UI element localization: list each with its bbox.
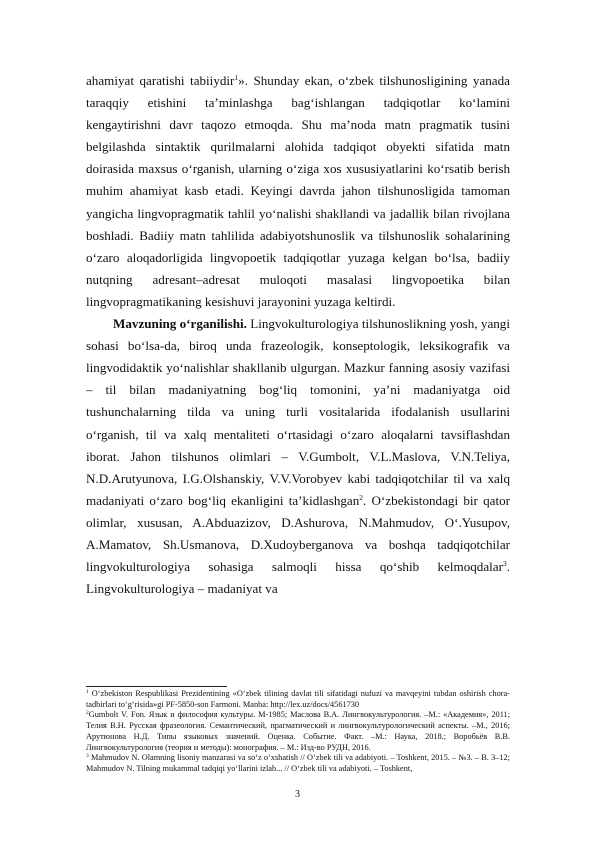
- paragraph-2-text-b: . O‘zbekistondagi bir qator olimlar, xususan, A.Abduazizov, D.Ashurova, N.Mahmudov, O‘.Yusupov, A.Mamatov, Sh.Usmanova, D.Xudoyberganova va boshqa tadqiqotchilar lingvokulturologiya sohasiga salmoqli hissa qo‘shib kelmoqdalar: [86, 492, 510, 575]
- footnote-text: Mahmudov N. Olamning lisoniy manzarasi va so‘z o‘xshatish // O‘zbek tili va adabiyoti. – Toshkent, 2015. – №3. – B. 3–12; Mahmudov N. Tilning mukammal tadqiqi yo‘llarini izlab... // O‘zbek tili va adabiyoti. – Toshkent,: [86, 753, 510, 773]
- footnote-text: Gumbolt V. Fon. Язык и философия культуры. М-1985; Маслова В.А. Лингвокультурология. –М.: «Академия», 2011; Телия В.Н. Русская фразеология. Семантический, прагматический и лингвокультурологический аспекты. –М., 2016; Арутюнова Н.Д. Типы языковых значений. Оценка. Событие. Факт. –М.: Наука, 2018.; Воробьёв В.В. Лингвокультурология (теория и методы): монография. – М.: Изд-во РУДН, 2016.: [86, 710, 510, 752]
- paragraph-1: [86, 70, 510, 313]
- footnote-3: [86, 753, 510, 774]
- footnote-2: [86, 710, 510, 753]
- paragraph-1-text-a: ahamiyat qaratishi tabiiydir: [86, 73, 235, 88]
- footnote-ref-1[interactable]: 1: [234, 73, 239, 82]
- body-text: [86, 70, 510, 600]
- paragraph-2: [86, 313, 510, 600]
- footnote-ref-3[interactable]: 3: [502, 559, 507, 569]
- paragraph-1-text-b: ». Shunday ekan, o‘zbek tilshunosligining yanada taraqqiy etishini ta’minlashga bag‘ishlangan tadqiqotlar ko‘lamini kengaytirishni davr taqozo etmoqda. Shu ma’noda matn pragmatik tusini belgilashda sintaktik qurilmalarni alohida tadqiqot obyekti sifatida matn doirasida maxsus o‘rganish, ularning o‘ziga xos xususiyatlarini ko‘rsatib berish muhim ahamiyat kasb etadi. Keyingi davrda jahon tilshunosligida tamoman yangicha lingvopragmatik tahlil yo‘nalishi shakllandi va jadallik bilan rivojlana boshladi. Badiiy matn tahlilida adabiyotshunoslik va tilshunoslik sohalarining o‘zaro aloqadorligida lingvopoetik tadqiqotlar yuzaga kelgan bo‘lsa, badiiy nutqning adresant–adresat muloqoti masalasi lingvopoetika bilan lingvopragmatikaning kesishuvi jarayonini yuzaga keltirdi.: [86, 73, 510, 309]
- footnote-mark: 3: [86, 753, 89, 760]
- footnote-mark: 1: [86, 689, 89, 695]
- section-heading: Mavzuning o‘rganilishi.: [113, 316, 247, 332]
- footnote-text: O‘zbekiston Respublikasi Prezidentining «O‘zbek tilining davlat tili sifatidagi nufuzi va mavqeyini tubdan oshirish chora-tadbirlari to‘g‘risida»gi PF-5850-son Farmoni. Manba: http://lex.uz/docs/4561730: [86, 689, 510, 709]
- footnote-separator: [86, 686, 227, 687]
- paragraph-2-text-c: . Lingvokulturologiya – madaniyat va: [86, 559, 510, 597]
- footnotes: [86, 689, 510, 775]
- footnote-mark: 2: [86, 710, 89, 717]
- footnote-ref-2[interactable]: 2: [359, 492, 364, 502]
- paragraph-2-text-a: Lingvokulturologiya tilshunoslikning yosh, yangi sohasi bo‘lsa-da, biroq unda frazeologik, konseptologik, leksikografik va lingvodidaktik yo‘nalishlar shakllanib ulgurgan. Mazkur fanning asosiy vazifasi – til bilan madaniyatning bog‘liq tomonini, ya’ni madaniyatga oid tushunchalarning tilda va uning turli vositalarida ifodalanish usullarini o‘rganish, til va xalq mentaliteti o‘rtasidagi o‘zaro aloqalarni tavsiflashdan iborat. Jahon tilshunos olimlari – V.Gumbolt, V.L.Maslova, V.N.Teliya, N.D.Arutyunova, I.G.Olshanskiy, V.V.Vorobyev kabi tadqiqotchilar til va xalq madaniyati o‘zaro bog‘liq ekanligini ta’kidlashgan: [86, 316, 510, 508]
- page-number: 3: [295, 789, 300, 800]
- footnote-1: [86, 689, 510, 710]
